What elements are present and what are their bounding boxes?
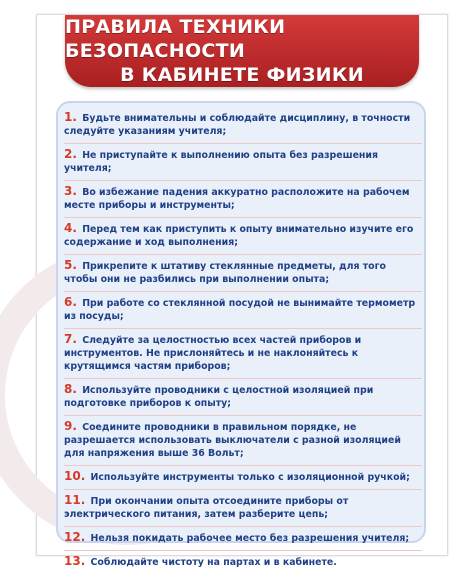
- rule-item: [64, 470, 422, 490]
- rule-item: [64, 494, 422, 527]
- rule-text: Нельзя покидать рабочее место без разрешения учителя;: [90, 533, 410, 544]
- rule-number: 3.: [64, 184, 77, 198]
- rule-item: [64, 420, 422, 466]
- rule-item: [64, 259, 422, 292]
- rule-number: 10.: [64, 469, 86, 483]
- title-line-2: В КАБИНЕТЕ ФИЗИКИ: [120, 64, 364, 86]
- rule-item: [64, 333, 422, 379]
- rule-text: Соблюдайте чистоту на партах и в кабинете.: [90, 557, 337, 568]
- rule-number: 7.: [64, 332, 77, 346]
- rule-number: 2.: [64, 147, 77, 161]
- rules-list: [64, 111, 422, 578]
- rule-text: Соедините проводники в правильном порядке, не разрешается использовать выключатели с разной изоляцией для напряжения выше 36 Вольт;: [64, 422, 401, 459]
- rule-text: Будьте внимательны и соблюдайте дисциплину, в точности следуйте указаниям учителя;: [64, 113, 411, 137]
- rule-text: Используйте проводники с целостной изоляцией при подготовке приборов к опыту;: [64, 385, 374, 409]
- title-banner: [65, 15, 419, 87]
- rule-text: Следуйте за целостностью всех частей приборов и инструментов. Не прислоняйтесь и не наклоняйтесь к крутящимся частям приборов;: [64, 335, 362, 372]
- title-line-1: ПРАВИЛА ТЕХНИКИ БЕЗОПАСНОСТИ: [65, 16, 286, 62]
- rule-text: При работе со стеклянной посудой не вынимайте термометр из посуды;: [64, 298, 416, 322]
- rule-item: [64, 185, 422, 218]
- rule-text: Используйте инструменты только с изоляционной ручкой;: [90, 472, 410, 483]
- safety-poster: [36, 14, 448, 568]
- rule-text: Перед тем как приступить к опыту внимательно изучите его содержание и ход выполнения;: [64, 224, 414, 248]
- rule-text: Во избежание падения аккуратно расположите на рабочем месте приборы и инструменты;: [64, 187, 410, 211]
- rule-number: 12.: [64, 530, 86, 544]
- rule-number: 8.: [64, 382, 77, 396]
- rule-number: 5.: [64, 258, 77, 272]
- rule-number: 11.: [64, 493, 86, 507]
- rule-number: 6.: [64, 295, 77, 309]
- rule-number: 4.: [64, 221, 77, 235]
- rule-item: [64, 531, 422, 551]
- rule-item: [64, 383, 422, 416]
- rule-number: 13.: [64, 554, 86, 568]
- rule-text: Не приступайте к выполнению опыта без разрешения учителя;: [64, 150, 378, 174]
- rule-text: Прикрепите к штативу стеклянные предметы, для того чтобы они не разбились при выполнении опыта;: [64, 261, 386, 285]
- rule-item: [64, 148, 422, 181]
- rule-item: [64, 111, 422, 144]
- rule-item: [64, 222, 422, 255]
- rule-text: При окончании опыта отсоедините приборы от электрического питания, затем разберите цепь;: [64, 496, 349, 520]
- rule-item: [64, 555, 422, 574]
- rule-item: [64, 296, 422, 329]
- rule-number: 9.: [64, 419, 77, 433]
- rule-number: 1.: [64, 110, 77, 124]
